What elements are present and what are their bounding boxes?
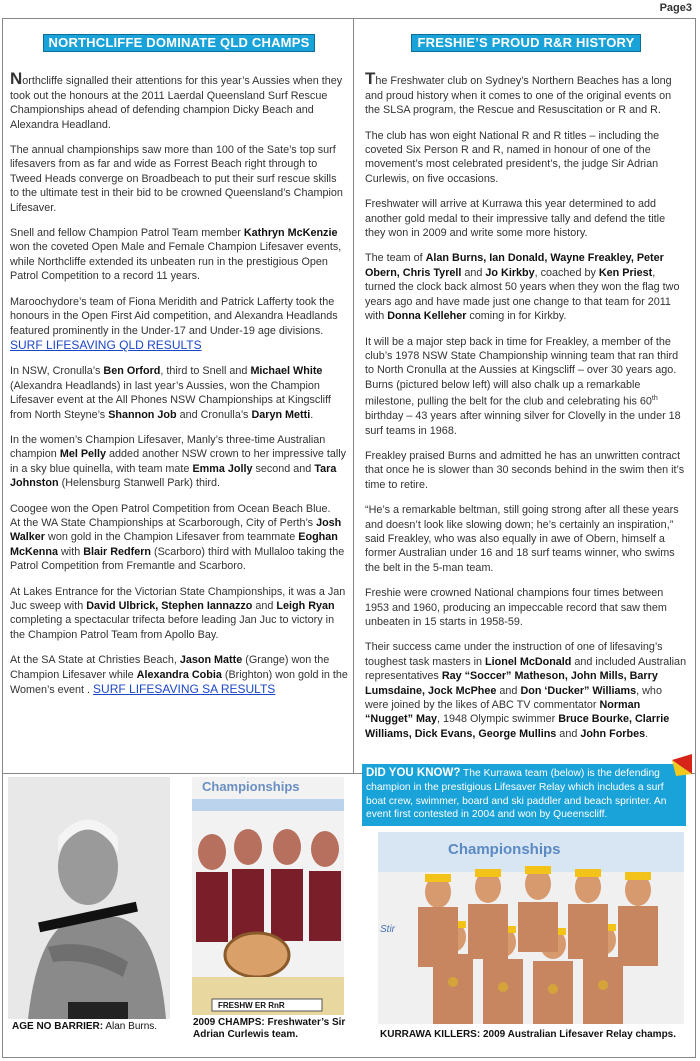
caption-alan-burns: AGE NO BARRIER: Alan Burns. bbox=[12, 1021, 158, 1032]
paragraph: It will be a major step back in time for Freakley, a member of the club’s 1978 NSW State Championship winning team that ran third to North Cronulla at the Aussies at Kingscliff – over 30 years ago. Burns (pictured below left) will also chalk up a remarkable milestone, pulling the belt for the club and celebrating his 60th birthday – 43 years after winning silver for Clovelly in the under 18 surf teams in 1968. bbox=[365, 335, 681, 437]
headline-northcliffe: NORTHCLIFFE DOMINATE QLD CHAMPS bbox=[43, 34, 316, 52]
paragraph: At Lakes Entrance for the Victorian State Championships, it was a Jan Juc sweep with David Ulbrick, Stephen Iannazzo and Leigh Ryan completing a spectacular trifecta before leading Jan Juc to victory in the Champion Patrol Team from Apollo Bay. bbox=[10, 585, 346, 641]
paragraph: Maroochydore’s team of Fiona Meridith and Patrick Lafferty took the honours in the Open First Aid competition, and Alexandra Headlands featured prominently in the Under-17 and Under-19 age divisions. SURF LIFESAVING QLD RESULTS bbox=[10, 295, 338, 352]
surf-flag-icon bbox=[670, 752, 696, 778]
paragraph: Freakley praised Burns and admitted he has an unwritten contract that once he is slower than 30 seconds behind in the swim then it’s time to retire. bbox=[365, 449, 685, 491]
photo-freshwater-team bbox=[192, 777, 344, 1015]
paragraph: Coogee won the Open Patrol Competition from Ocean Beach Blue. At the WA State Championships at Scarborough, City of Perth’s Josh Walker won gold in the Champion Lifesaver from teammate Eoghan McKenna with Blair Redfern (Scarboro) third with Mullaloo taking the Patrol Competition from Fremantle and Scarboro. bbox=[10, 502, 345, 573]
paragraph: The club has won eight National R and R titles – including the coveted Six Person R and R, named in honour of one of the movement’s most celebrated president’s, the judge Sir Adrian Curlewis, on five occasions. bbox=[365, 129, 660, 185]
did-you-know-text: The Kurrawa team (below) is the defending champion in the prestigious Lifesaver Relay which includes a surf boat crew, swimmer, board and ski paddler and beach sprinter. An event first contested in 2004 and won by Queenscliff. bbox=[366, 768, 667, 821]
paragraph: “He’s a remarkable beltman, still going strong after all these years and doesn’t look like slowing down; he’s certainly an inspiration,” said Freakley, who was also equally in awe of Obern, himself a former Australian under 16 and 18 surf teams winner, who swims the belt in the 5-man team. bbox=[365, 504, 679, 574]
paragraph: The annual championships saw more than 100 of the Sate’s top surf lifesavers from as far and wide as Forrest Beach right through to Tweed Heads converge on Broadbeach to put their surf rescue skills to the ultimate test in their bid to be crowned Queensland’s Champion Lifesaver. bbox=[10, 144, 343, 214]
photo-banner-text: Championships bbox=[202, 779, 300, 794]
photo-banner-text: Championships bbox=[448, 841, 561, 858]
photo-freshwater-image bbox=[192, 777, 344, 1015]
photo-sign-text: FRESHW ER RnR bbox=[218, 1001, 285, 1010]
page-number: Page3 bbox=[659, 2, 692, 14]
paragraph: Northcliffe signalled their attentions for this year’s Aussies when they took out the honours at the 2011 Laerdal Queensland Surf Rescue Championships ahead of defending champion Dicky Beach and Alexandra Headland. bbox=[10, 69, 343, 131]
did-you-know-lead: DID YOU KNOW? bbox=[366, 767, 461, 779]
paragraph: The Freshwater club on Sydney’s Northern Beaches has a long and proud history when it comes to one of the original events on the SLSA program, the Rescue and Resuscitation or R and R. bbox=[365, 69, 672, 117]
sa-results-link[interactable]: SURF LIFESAVING SA RESULTS bbox=[93, 682, 276, 697]
qld-results-link[interactable]: SURF LIFESAVING QLD RESULTS bbox=[10, 337, 202, 352]
column-divider bbox=[353, 18, 354, 773]
photo-alan-burns-image bbox=[8, 777, 170, 1019]
paragraph: The team of Alan Burns, Ian Donald, Wayne Freakley, Peter Obern, Chris Tyrell and Jo Kirkby, coached by Ken Priest, turned the clock back almost 50 years when they won the flag two years ago and have made just one change to that team for 2011 with Donna Kelleher coming in for Kirkby. bbox=[365, 252, 680, 323]
photo-kurrawa-image bbox=[378, 832, 684, 1024]
paragraph: Freshwater will arrive at Kurrawa this year determined to add another gold medal to their impressive tally and defend the title they won in 2009 and write some more history. bbox=[365, 198, 666, 240]
article-northcliffe bbox=[10, 20, 348, 708]
caption-freshwater-team: 2009 CHAMPS: Freshwater’s Sir Adrian Curlewis team. bbox=[193, 1017, 346, 1040]
paragraph: Their success came under the instruction of one of lifesaving’s toughest task masters in Lionel McDonald and included Australian representatives Ray “Soccer” Matheson, John Mills, Barry Lumsdaine, Jock McPhee and Don ‘Ducker” Williams, who were joined by the likes of ABC TV commentator Norman “Nugget” May, 1948 Olympic swimmer Bruce Bourke, Clarrie Williams, Dick Evans, George Mullins and John Forbes. bbox=[365, 641, 687, 740]
photo-logo-text: Stir bbox=[380, 924, 395, 935]
did-you-know-box bbox=[362, 764, 686, 826]
drop-cap: N bbox=[10, 69, 23, 89]
article-freshwater bbox=[365, 20, 687, 752]
paragraph: In the women’s Champion Lifesaver, Manly’s three-time Australian champion Mel Pelly added another NSW crown to her impressive tally in a sky blue quinella, with team mate Emma Jolly second and Tara Johnston (Helensburg Stanwell Park) third. bbox=[10, 433, 347, 490]
paragraph: In NSW, Cronulla’s Ben Orford, third to Snell and Michael White (Alexandra Headlands) in last year’s Aussies, won the Champion Lifesaver event at the All Phones NSW Championships at Kingscliff from North Steyne’s Shannon Job and Cronulla’s Daryn Metti. bbox=[10, 365, 331, 421]
paragraph: Freshie were crowned National champions four times between 1953 and 1960, producing an impeccable record that saw them unbeaten in 15 starts in 1958-59. bbox=[365, 587, 667, 628]
caption-kurrawa-team: KURRAWA KILLERS: 2009 Australian Lifesaver Relay champs. bbox=[380, 1029, 677, 1040]
drop-cap: T bbox=[365, 69, 376, 89]
headline-freshwater: FRESHIE’S PROUD R&R HISTORY bbox=[411, 34, 640, 52]
photo-alan-burns bbox=[8, 777, 170, 1019]
photo-kurrawa-team bbox=[378, 832, 684, 1024]
paragraph: Snell and fellow Champion Patrol Team member Kathryn McKenzie won the coveted Open Male and Female Champion Lifesaver events, while Northcliffe extended its unbeaten run in the prestigious Open Patrol Competition to a record 11 years. bbox=[10, 227, 342, 283]
paragraph: At the SA State at Christies Beach, Jason Matte (Grange) won the Champion Lifesaver while Alexandra Cobia (Brighton) won gold in the Women’s event . SURF LIFESAVING SA RESULTS bbox=[10, 654, 348, 697]
